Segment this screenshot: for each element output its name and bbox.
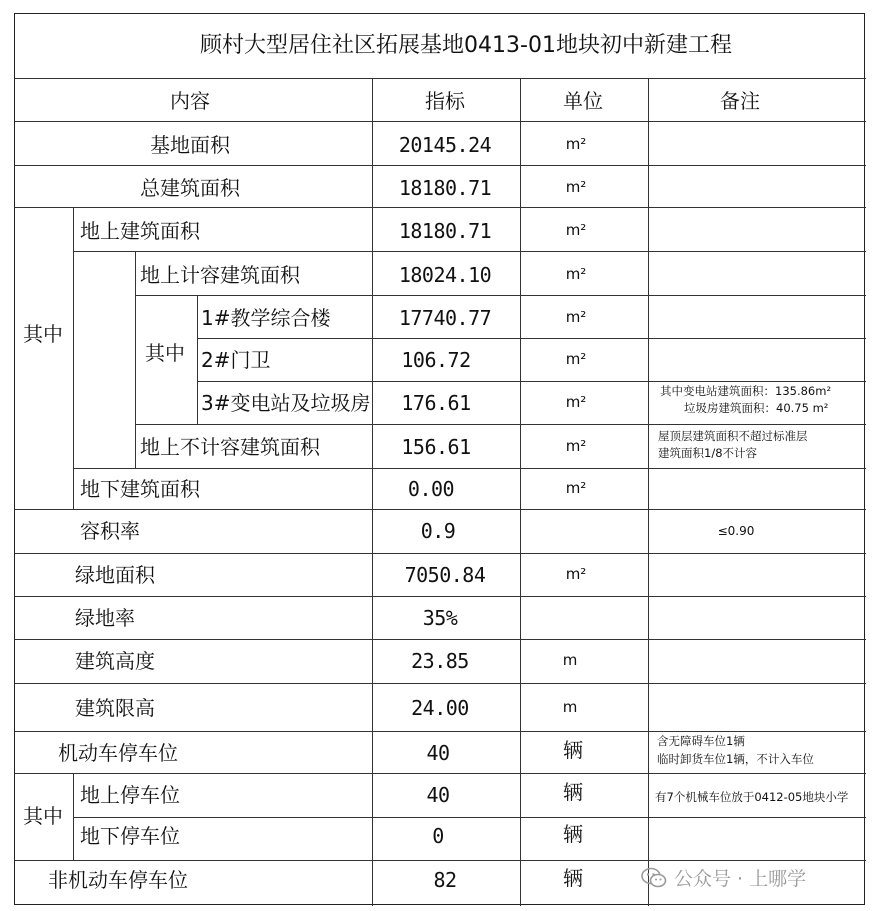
value-green-area: 7050.84 — [404, 563, 486, 587]
remark-above-parking: 有7个机械车位放于0412-05地块小学 — [655, 790, 849, 804]
label-building-2: 2#门卫 — [201, 348, 271, 372]
value-building-3: 176.61 — [401, 391, 471, 415]
label-total-gfa: 总建筑面积 — [140, 176, 240, 200]
label-green-rate: 绿地率 — [75, 606, 135, 630]
unit-above-gfa: m² — [565, 221, 587, 239]
unit-nonmotor-parking: 辆 — [563, 866, 583, 890]
unit-under-gfa: m² — [565, 479, 587, 497]
label-building-1: 1#教学综合楼 — [201, 306, 331, 330]
unit-site-area: m² — [565, 135, 587, 153]
label-under-gfa: 地下建筑面积 — [80, 477, 200, 501]
unit-under-parking: 辆 — [563, 822, 583, 846]
value-under-gfa: 0.00 — [407, 477, 455, 501]
value-total-gfa: 18180.71 — [398, 176, 492, 200]
watermark-text: 公众号 · 上哪学 — [674, 868, 807, 890]
group-label-among-buildings: 其中 — [145, 341, 185, 365]
value-height-limit: 24.00 — [411, 696, 469, 720]
unit-above-far-gfa: m² — [565, 265, 587, 283]
value-under-parking: 0 — [432, 824, 444, 848]
group-label-among-parking: 其中 — [23, 804, 63, 828]
label-above-parking: 地上停车位 — [80, 783, 180, 807]
header-remark: 备注 — [720, 89, 760, 113]
unit-green-area: m² — [565, 565, 587, 583]
value-above-nonfar: 156.61 — [401, 435, 471, 459]
value-far: 0.9 — [420, 519, 456, 543]
unit-building-1: m² — [565, 308, 587, 326]
remark-above-nonfar-line1: 屋顶层建筑面积不超过标准层 — [658, 429, 808, 443]
header-indicator: 指标 — [425, 89, 465, 113]
remark-above-nonfar-line2: 建筑面积1/8不计容 — [658, 446, 758, 460]
label-building-3: 3#变电站及垃圾房 — [201, 391, 371, 415]
value-above-far-gfa: 18024.10 — [398, 263, 492, 287]
value-green-rate: 35% — [422, 606, 458, 630]
label-height-limit: 建筑限高 — [75, 696, 155, 720]
remark-motor-parking-line1: 含无障碍车位1辆 — [657, 734, 745, 748]
group-label-among: 其中 — [23, 322, 63, 346]
value-building-height: 23.85 — [411, 649, 469, 673]
label-site-area: 基地面积 — [150, 133, 230, 157]
value-building-2: 106.72 — [401, 348, 471, 372]
label-above-far-gfa: 地上计容建筑面积 — [140, 263, 300, 287]
watermark — [641, 864, 806, 891]
label-green-area: 绿地面积 — [75, 563, 155, 587]
unit-height-limit: m — [562, 698, 578, 716]
wechat-icon — [641, 867, 667, 889]
unit-building-3: m² — [565, 393, 587, 411]
unit-above-nonfar: m² — [565, 437, 587, 455]
unit-above-parking: 辆 — [563, 780, 583, 804]
label-motor-parking: 机动车停车位 — [58, 741, 178, 765]
unit-building-height: m — [562, 651, 578, 669]
label-nonmotor-parking: 非机动车停车位 — [48, 868, 188, 892]
value-site-area: 20145.24 — [398, 133, 492, 157]
remark-far: ≤0.90 — [717, 524, 755, 538]
label-above-nonfar: 地上不计容建筑面积 — [140, 435, 320, 459]
value-above-parking: 40 — [426, 783, 450, 807]
value-above-gfa: 18180.71 — [398, 219, 492, 243]
value-nonmotor-parking: 82 — [433, 868, 457, 892]
label-far: 容积率 — [80, 519, 140, 543]
header-content: 内容 — [170, 89, 210, 113]
unit-building-2: m² — [565, 350, 587, 368]
label-under-parking: 地下停车位 — [80, 824, 180, 848]
value-motor-parking: 40 — [426, 741, 450, 765]
label-building-height: 建筑高度 — [75, 649, 155, 673]
remark-building-3-line1: 其中变电站建筑面积：135.86m² — [660, 384, 832, 398]
remark-motor-parking-line2: 临时卸货车位1辆，不计入车位 — [657, 752, 814, 766]
header-unit: 单位 — [563, 89, 603, 113]
unit-total-gfa: m² — [565, 178, 587, 196]
remark-building-3-line2: 垃圾房建筑面积：40.75 m² — [684, 401, 829, 415]
label-above-gfa: 地上建筑面积 — [80, 219, 200, 243]
value-building-1: 17740.77 — [398, 306, 492, 330]
page-title: 顾村大型居住社区拓展基地0413-01地块初中新建工程 — [200, 33, 732, 58]
unit-motor-parking: 辆 — [563, 738, 583, 762]
